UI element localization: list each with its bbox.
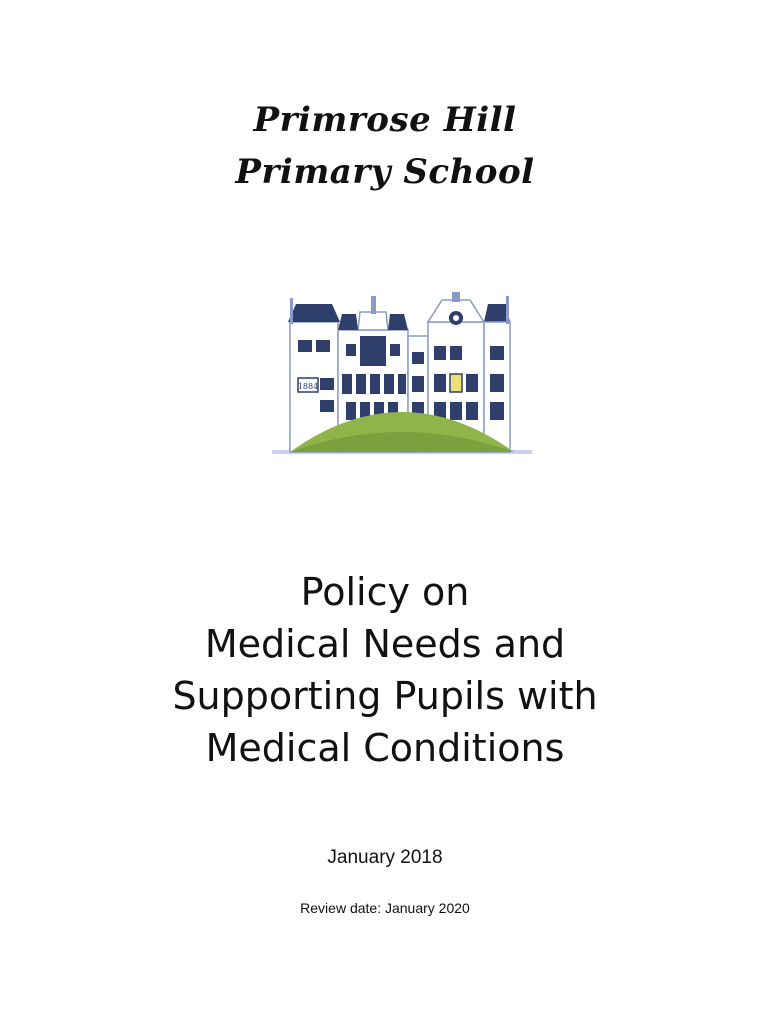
- left-roof: [288, 304, 340, 322]
- title-line1: Policy on: [300, 570, 470, 614]
- school-building-logo: [270, 282, 534, 456]
- title-line2: Medical Needs and: [204, 622, 566, 666]
- policy-date: January 2018: [327, 847, 443, 868]
- svg-text:1884: 1884: [297, 382, 319, 391]
- title-line3: Supporting Pupils with: [172, 674, 598, 718]
- lit-window: [450, 374, 462, 392]
- school-name-line2: Primary School: [235, 152, 535, 192]
- review-date: Review date: January 2020: [300, 900, 470, 916]
- policy-title: [0, 566, 770, 774]
- title-line4: Medical Conditions: [205, 726, 565, 770]
- school-name-line1: Primrose Hill: [253, 100, 517, 140]
